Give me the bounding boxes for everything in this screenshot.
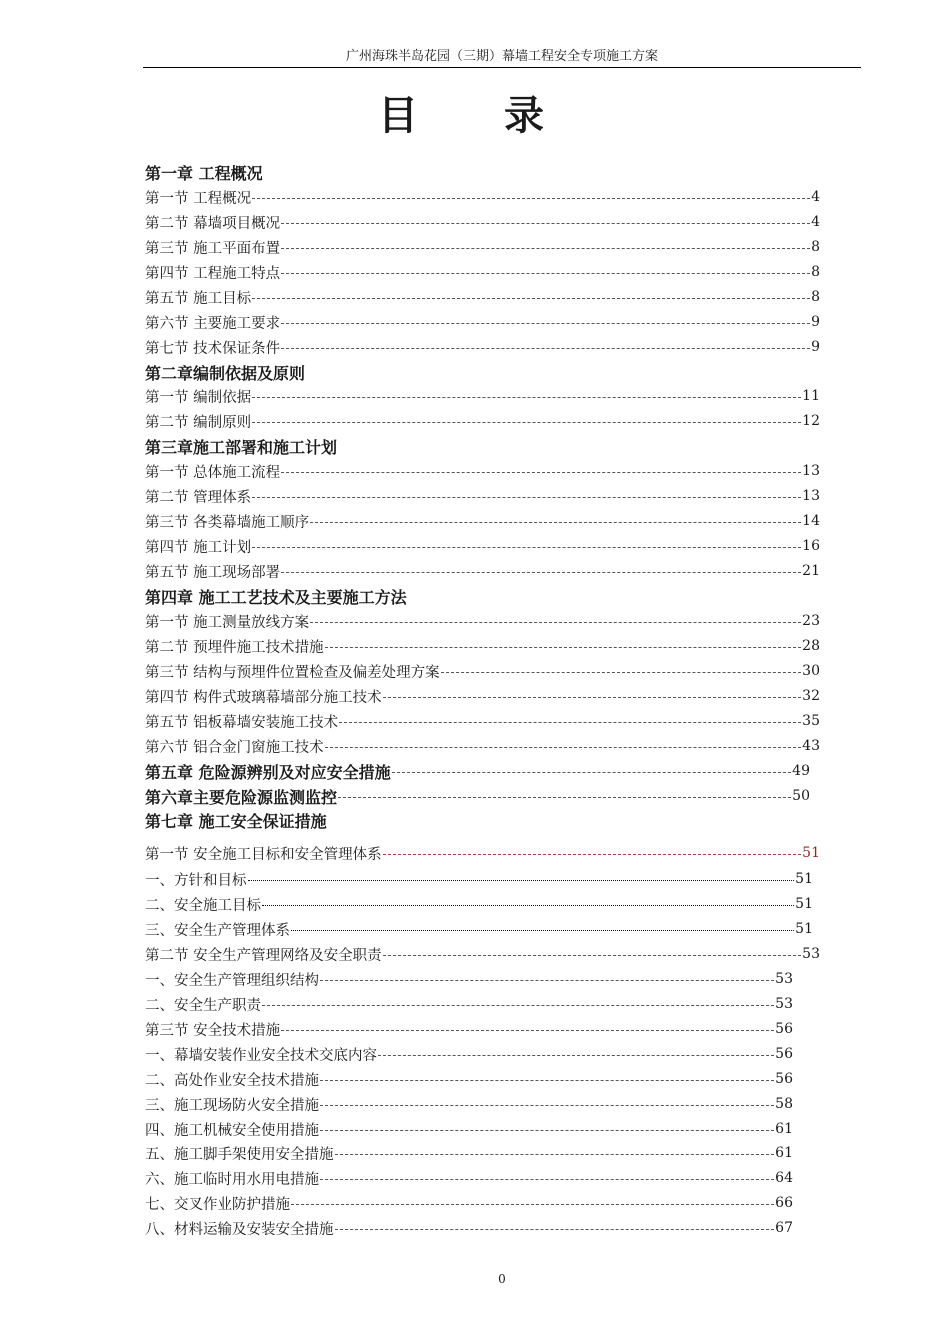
toc-leader bbox=[252, 298, 810, 299]
toc-page-number: 56 bbox=[775, 1046, 793, 1062]
toc-leader bbox=[252, 397, 801, 398]
toc-page-number: 13 bbox=[802, 463, 820, 479]
toc-entry[interactable] bbox=[145, 509, 820, 533]
header-rule bbox=[143, 67, 861, 68]
toc-entry[interactable] bbox=[145, 335, 820, 359]
toc-label: 第三节 结构与预埋件位置检查及偏差处理方案 bbox=[145, 664, 440, 681]
toc-page-number: 21 bbox=[802, 563, 820, 579]
toc-label: 第二节 编制原则 bbox=[145, 414, 252, 431]
toc-label: 第一节 编制依据 bbox=[145, 389, 252, 406]
toc-leader bbox=[281, 1030, 774, 1031]
toc-label: 第二节 预埋件施工技术措施 bbox=[145, 639, 324, 656]
toc-label: 第四节 构件式玻璃幕墙部分施工技术 bbox=[145, 689, 382, 706]
toc-leader bbox=[320, 1080, 774, 1081]
toc-entry[interactable] bbox=[145, 559, 820, 583]
toc-label: 第六章主要危险源监测监控 bbox=[145, 787, 338, 807]
toc-leader bbox=[252, 497, 801, 498]
toc-page-number: 13 bbox=[802, 488, 820, 504]
toc-page-number: 51 bbox=[795, 896, 813, 912]
toc-label: 第六节 主要施工要求 bbox=[145, 315, 281, 332]
toc-entry[interactable] bbox=[145, 459, 820, 483]
toc-page-number: 8 bbox=[811, 289, 820, 305]
toc-entry[interactable] bbox=[145, 484, 820, 508]
toc-label: 四、施工机械安全使用措施 bbox=[145, 1122, 319, 1139]
toc-chapter[interactable] bbox=[145, 784, 810, 808]
toc-leader bbox=[320, 1105, 774, 1106]
toc-entry[interactable] bbox=[145, 384, 820, 408]
toc-page-number: 64 bbox=[775, 1170, 793, 1186]
toc-label: 七、交叉作业防护措施 bbox=[145, 1196, 290, 1213]
toc-label: 第五节 铝板幕墙安装施工技术 bbox=[145, 714, 339, 731]
toc-entry[interactable] bbox=[145, 967, 793, 991]
toc-leader bbox=[262, 905, 794, 906]
toc-entry[interactable] bbox=[145, 1117, 793, 1141]
toc-entry[interactable] bbox=[145, 409, 820, 433]
toc-page-number: 8 bbox=[811, 264, 820, 280]
toc-label: 二、高处作业安全技术措施 bbox=[145, 1072, 319, 1089]
toc-entry[interactable] bbox=[145, 917, 813, 941]
toc-page-number: 53 bbox=[775, 996, 793, 1012]
toc-label: 第五节 施工现场部署 bbox=[145, 564, 281, 581]
toc-leader bbox=[339, 722, 801, 723]
toc-page-number: 49 bbox=[792, 763, 810, 779]
toc-leader bbox=[335, 1154, 775, 1155]
toc-page-number: 9 bbox=[811, 339, 820, 355]
toc-entry[interactable] bbox=[145, 942, 820, 966]
toc-label: 一、幕墙安装作业安全技术交底内容 bbox=[145, 1047, 377, 1064]
toc-page-number: 51 bbox=[795, 871, 813, 887]
toc-label: 第四节 施工计划 bbox=[145, 539, 252, 556]
toc-entry[interactable] bbox=[145, 1216, 793, 1240]
toc-entry[interactable] bbox=[145, 1092, 793, 1116]
toc-label: 第一章 工程概况 bbox=[145, 163, 263, 183]
toc-entry[interactable] bbox=[145, 992, 793, 1016]
toc-label: 第六节 铝合金门窗施工技术 bbox=[145, 739, 324, 756]
toc-entry[interactable] bbox=[145, 534, 820, 558]
toc-leader bbox=[281, 472, 801, 473]
toc-leader bbox=[291, 930, 794, 931]
toc-label: 第二节 管理体系 bbox=[145, 489, 252, 506]
toc-leader bbox=[310, 622, 801, 623]
toc-leader bbox=[378, 1055, 774, 1056]
toc-entry[interactable] bbox=[145, 310, 820, 334]
toc-label: 第三节 各类幕墙施工顺序 bbox=[145, 514, 310, 531]
toc-label: 第五节 施工目标 bbox=[145, 290, 252, 307]
toc-entry[interactable] bbox=[145, 734, 820, 758]
toc-leader bbox=[252, 422, 801, 423]
toc-entry[interactable] bbox=[145, 684, 820, 708]
toc-chapter[interactable] bbox=[145, 759, 810, 783]
page-number: 0 bbox=[498, 1272, 506, 1286]
toc-label: 二、安全施工目标 bbox=[145, 897, 261, 914]
toc-label: 六、施工临时用水用电措施 bbox=[145, 1171, 319, 1188]
toc-leader bbox=[281, 223, 810, 224]
toc-leader bbox=[338, 797, 791, 798]
toc-leader bbox=[320, 980, 774, 981]
toc-leader bbox=[383, 854, 802, 855]
toc-leader bbox=[281, 248, 810, 249]
toc-label: 二、安全生产职责 bbox=[145, 997, 261, 1014]
toc-entry[interactable] bbox=[145, 867, 813, 891]
toc-page-number: 9 bbox=[811, 314, 820, 330]
toc-page-number: 53 bbox=[802, 946, 820, 962]
toc-leader bbox=[262, 1005, 774, 1006]
toc-leader bbox=[281, 273, 810, 274]
toc-chapter[interactable] bbox=[145, 434, 825, 458]
toc-label: 第一节 总体施工流程 bbox=[145, 464, 281, 481]
toc-label: 第三节 施工平面布置 bbox=[145, 240, 281, 257]
toc-page-number: 8 bbox=[811, 239, 820, 255]
toc-entry[interactable] bbox=[145, 841, 820, 865]
toc-entry[interactable] bbox=[145, 185, 820, 209]
toc-page-number: 61 bbox=[775, 1145, 793, 1161]
toc-entry[interactable] bbox=[145, 1191, 793, 1215]
toc-label: 第二章编制依据及原则 bbox=[145, 363, 306, 383]
toc-entry[interactable] bbox=[145, 659, 820, 683]
toc-page-number: 28 bbox=[802, 638, 820, 654]
toc-label: 八、材料运输及安装安全措施 bbox=[145, 1221, 334, 1238]
toc-entry[interactable] bbox=[145, 210, 820, 234]
toc-page-number: 11 bbox=[802, 388, 820, 404]
toc-leader bbox=[325, 747, 802, 748]
toc-label: 第一节 安全施工目标和安全管理体系 bbox=[145, 846, 382, 863]
toc-leader bbox=[441, 672, 802, 673]
toc-page-number: 61 bbox=[775, 1121, 793, 1137]
toc-page-number: 16 bbox=[802, 538, 820, 554]
toc-page-number: 50 bbox=[792, 788, 810, 804]
toc-title: 目 录 bbox=[378, 93, 580, 139]
toc-label: 第七章 施工安全保证措施 bbox=[145, 811, 327, 831]
toc-chapter[interactable] bbox=[145, 160, 825, 184]
toc-label: 第一节 工程概况 bbox=[145, 190, 252, 207]
toc-leader bbox=[383, 697, 802, 698]
toc-page-number: 30 bbox=[802, 663, 820, 679]
toc-entry[interactable] bbox=[145, 1141, 793, 1165]
toc-entry[interactable] bbox=[145, 609, 820, 633]
toc-leader bbox=[281, 572, 801, 573]
toc-page-number: 14 bbox=[802, 513, 820, 529]
toc-entry[interactable] bbox=[145, 709, 820, 733]
toc-leader bbox=[310, 522, 801, 523]
toc-chapter[interactable] bbox=[145, 808, 825, 832]
toc-label: 第二节 幕墙项目概况 bbox=[145, 215, 281, 232]
toc-page-number: 56 bbox=[775, 1071, 793, 1087]
toc-page-number: 67 bbox=[775, 1220, 793, 1236]
toc-chapter[interactable] bbox=[145, 360, 825, 384]
toc-page-number: 51 bbox=[795, 921, 813, 937]
toc-leader bbox=[281, 323, 810, 324]
toc-leader bbox=[252, 547, 801, 548]
toc-entry[interactable] bbox=[145, 235, 820, 259]
toc-leader bbox=[291, 1204, 774, 1205]
toc-page-number: 51 bbox=[802, 845, 820, 861]
toc-page-number: 32 bbox=[802, 688, 820, 704]
toc-page-number: 58 bbox=[775, 1096, 793, 1112]
toc-label: 一、安全生产管理组织结构 bbox=[145, 972, 319, 989]
toc-entry[interactable] bbox=[145, 1042, 793, 1066]
toc-label: 第四章 施工工艺技术及主要施工方法 bbox=[145, 587, 407, 607]
toc-chapter[interactable] bbox=[145, 584, 825, 608]
toc-label: 第二节 安全生产管理网络及安全职责 bbox=[145, 947, 382, 964]
toc-leader bbox=[281, 348, 810, 349]
toc-entry[interactable] bbox=[145, 285, 820, 309]
toc-entry[interactable] bbox=[145, 1067, 793, 1091]
toc-label: 第三章施工部署和施工计划 bbox=[145, 437, 338, 457]
toc-label: 第七节 技术保证条件 bbox=[145, 340, 281, 357]
toc-page-number: 4 bbox=[811, 214, 820, 230]
toc-label: 第一节 施工测量放线方案 bbox=[145, 614, 310, 631]
toc-label: 三、施工现场防火安全措施 bbox=[145, 1097, 319, 1114]
toc-entry[interactable] bbox=[145, 1166, 793, 1190]
toc-page-number: 53 bbox=[775, 971, 793, 987]
toc-page-number: 43 bbox=[802, 738, 820, 754]
toc-entry[interactable] bbox=[145, 1017, 793, 1041]
toc-leader bbox=[248, 880, 795, 881]
toc-label: 一、方针和目标 bbox=[145, 872, 247, 889]
toc-label: 第四节 工程施工特点 bbox=[145, 265, 281, 282]
toc-leader bbox=[383, 955, 802, 956]
toc-page-number: 23 bbox=[802, 613, 820, 629]
toc-label: 五、施工脚手架使用安全措施 bbox=[145, 1146, 334, 1163]
toc-page-number: 66 bbox=[775, 1195, 793, 1211]
toc-page-number: 35 bbox=[802, 713, 820, 729]
toc-leader bbox=[252, 198, 810, 199]
toc-leader bbox=[320, 1130, 774, 1131]
toc-entry[interactable] bbox=[145, 260, 820, 284]
page-header: 广州海珠半岛花园（三期）幕墙工程安全专项施工方案 bbox=[345, 49, 658, 64]
toc-entry[interactable] bbox=[145, 892, 813, 916]
toc-page-number: 56 bbox=[775, 1021, 793, 1037]
toc-label: 三、安全生产管理体系 bbox=[145, 922, 290, 939]
toc-leader bbox=[325, 647, 802, 648]
toc-page-number: 12 bbox=[802, 413, 820, 429]
toc-leader bbox=[320, 1179, 774, 1180]
toc-label: 第五章 危险源辨别及对应安全措施 bbox=[145, 762, 391, 782]
toc-page-number: 4 bbox=[811, 189, 820, 205]
toc-leader bbox=[335, 1229, 775, 1230]
toc-label: 第三节 安全技术措施 bbox=[145, 1022, 281, 1039]
toc-leader bbox=[392, 772, 792, 773]
toc-entry[interactable] bbox=[145, 634, 820, 658]
